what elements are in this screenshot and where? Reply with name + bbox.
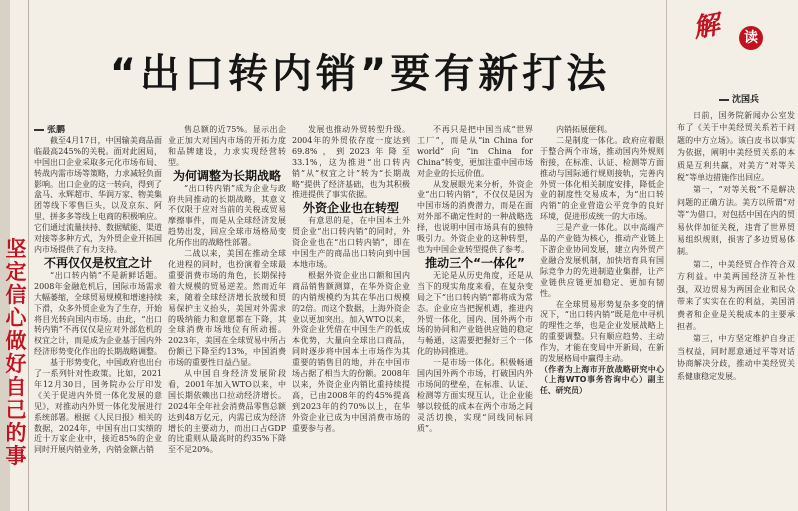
paragraph: 二战以来，美国在推动全球化进程的同时，也扮演着全球最重要消费市场的角色，长期保持着大规模的贸易逆差。然而近年来，随着全球经济增长放缓和贸易保护主义抬头，美国对外需求的吸纳能力和意愿都在下降，其全球消费市场地位有所动摇。2023年，美国在全球贸易中所占份额已下降至约13%，中国消费市场的重要性日益凸显。 (168, 249, 286, 368)
paragraph: 一是市场一体化。积极畅通国内国外两个市场，打破国内外市场间的壁垒，在标准、认证、检测等方面实现互认，让企业能够以较低的成本在两个市场之间灵活切换，实现“同线同标同质”。 (417, 358, 533, 433)
vertical-red-headline: 坚定信心做好自己的事 (5, 237, 27, 468)
subheading-3: 外资企业也在转型 (302, 201, 399, 216)
paragraph: 根据外资企业出口额和国内商品销售额测算，在华外资企业的内销规模约为其在华出口规模的2倍。而这个数据，上海外资企业以更加突出。加入WTO以来，外资企业凭借在中国生产的低成本优势，大量向全球出口商品，同时逐步将中国本土市场作为其重要的销售目的地，并在中国市场占据了相当大的份额。2008年以来，外资企业内销比重持续提高，已由2008年的约45%提高到2023年的约70%以上，在华外资企业已成为中国消费市场的重要参与者。 (292, 270, 410, 433)
sidebar-text (677, 110, 795, 511)
paragraph: “出口转内销”成为企业与政府共同推动的长期战略，其意义不仅限于应对当前的关税或贸易摩擦事件，而是从全球经济发展趋势出发，回应全球市场格局变化所作出的战略性部署。 (168, 183, 286, 248)
article-byline (34, 125, 162, 136)
paragraph: 日前，国务院新闻办公室发布了《关于中美经贸关系若干问题的中方立场》。该白皮书以事实为依据，阐明中美经贸关系的本质是互利共赢，对美方“对等关税”等单边措施作出回应。 (677, 111, 795, 183)
author-bio: （作者为上海市开放战略研究中心（上海WTO事务咨询中心）副主任、研究员） (540, 364, 664, 395)
paragraph: 在全球贸易形势复杂多变的情况下，“出口转内销”既是危中寻机的理性之举，也是企业发展战略上的重要调整。只有顺应趋势、主动作为，才能在变局中开新局，在新的发展格局中赢得主动。 (540, 299, 664, 364)
logo-sub-char: 读 (739, 26, 763, 50)
subheading-4: 推动三个“一体化” (425, 255, 525, 270)
subheading-2: 为何调整为长期战略 (172, 168, 281, 183)
byline-dash (34, 129, 44, 131)
paragraph: 截至4月17日，中国输美商品面临最高245%的关税。面对此困局，中国出口企业采取多元化市场布局、转战内需市场等策略，力求减轻负面影响。出口企业的这一转向，得到了盒马、永辉超市、华润万家、物美集团等线下零售巨头，以及京东、阿里、拼多多等线上电商的积极响应。它们通过流量扶持、数据赋能、渠道对接等多种方式，为外贸企业开拓国内市场提供了有力支持。 (34, 135, 162, 254)
jiedu-logo (687, 6, 797, 66)
paragraph: 从发展眼光来分析，外资企业“出口转内销”，不仅仅是因为中国市场的消费潜力，而是在面对外部不确定性时的一种战略选择，也说明中国市场具有的独特吸引力。外资企业的这种转型，也为中国企业转型提供了参考。 (417, 179, 533, 254)
paragraph: 第二，中美经贸合作符合双方利益。中美两国经济互补性强，双边贸易为两国企业和民众带来了实实在在的利益，美国消费者和企业是关税成本的主要承担者。 (677, 259, 795, 331)
paragraph: 有意思的是，在中国本土外贸企业“出口转内销”的同时，外资企业也在“出口转内销”，即在中国生产的商品出口转向到中国本地市场。 (292, 216, 410, 269)
sidebar-byline (719, 92, 759, 105)
paragraph: 第一，“对等关税”不是解决问题的正确方法。美方以所谓“对等”为借口，对包括中国在内的贸易伙伴加征关税，违背了世界贸易组织规则，损害了多边贸易体制。 (677, 185, 795, 257)
subheading-1: 不再仅仅是权宜之计 (43, 255, 152, 270)
column-3 (292, 125, 410, 511)
left-strip (0, 0, 29, 511)
paragraph: 内销拓展便利。 (556, 125, 612, 134)
paragraph: “出口转内销”不是新鲜话题。2008年金融危机后，国际市场需求大幅萎缩，全球贸易规模和增速持续下滑，众多外贸企业为了生存，开始将目光转向国内市场。由此，“出口转内销”不再仅仅是应对外部危机的权宜之计，而是成为企业基于国内外经济形势变化作出的长期战略调整。 (34, 270, 162, 357)
paragraph: 第三，中方坚定维护自身正当权益，同时愿意通过平等对话协商解决分歧，推动中美经贸关系健康稳定发展。 (677, 334, 795, 381)
author-name: 张鹏 (47, 125, 66, 135)
column-4 (417, 125, 533, 511)
article-headline: “出口转内销”要有新打法 (109, 51, 611, 97)
paragraph: 三是产业一体化。以中高端产品的产业链为核心，推动产业链上下游企业协同发展，建立内外贸产业融合发展机制，加快培育具有国际竞争力的先进制造业集群，让产业链供应链更加稳定、更加有韧性。 (540, 223, 664, 298)
sidebar-author-name: 沈国兵 (732, 95, 760, 105)
paragraph: 从中国自身经济发展阶段看，2001年加入WTO以来，中国长期依赖出口拉动经济增长。2024年全年社会消费品零售总额达到48万亿元，内需已成为经济增长的主要动力，而出口占GDP的比重则从最高时的约35%下降至不足20%。 (168, 369, 286, 455)
paragraph: 发展也推动外贸转型升级。2004年的外贸依存度一度达到69.8%，到2023年降至33.1%，这为推进“出口转内销”从“权宜之计”转为“长期战略”提供了经济基础，也为其积极推进提供了事实依据。 (292, 125, 410, 200)
sidebar-commentary (666, 0, 798, 511)
byline-dash (719, 99, 729, 101)
column-5 (540, 125, 664, 511)
logo-main-char: 解 (691, 9, 722, 44)
paragraph: 无论是从历史角度，还是从当下的现实角度来看，在复杂变局之下“出口转内销”都将成为常态。企业应当把握机遇，推进内外贸一体化，国内、国外两个市场的协同和产业链供应链的稳定与畅通，这需要把握好三个一体化的协同推进。 (417, 270, 533, 357)
paragraph: 基于形势变化，中国政府也出台了一系列针对性政策。比如，2021年12月30日，国务院办公厅印发《关于促进内外贸一体化发展的意见》，对推动内外贸一体化发展进行系统部署。根据《人民日报》相关的数据，2024年，中国有出口实绩的近十万家企业中，接近85%的企业同时开展内销业务，内销金额占销 (34, 358, 162, 455)
paragraph: 不再只是把中国当成“世界工厂”，而是从“in China for world”向“in China for China”转变，更加注重中国市场对企业的长远价值。 (417, 125, 533, 178)
column-2 (168, 125, 286, 511)
column-1 (34, 125, 162, 511)
paragraph: 售总额的近75%。显示出企业正加大对国内市场的开拓力度和品牌建设，力求实现经营转型。 (168, 125, 286, 167)
paragraph: 二是制度一体化。政府应着眼于整合两个市场，推动国内外规则衔接，在标准、认证、检测等方面推动与国际通行规则接轨，完善内外贸一体化相关制度安排，降低企业的制度性交易成本，为“出口转内销”的企业营造公平竞争的良好环境，促进形成统一的大市场。 (540, 135, 664, 222)
